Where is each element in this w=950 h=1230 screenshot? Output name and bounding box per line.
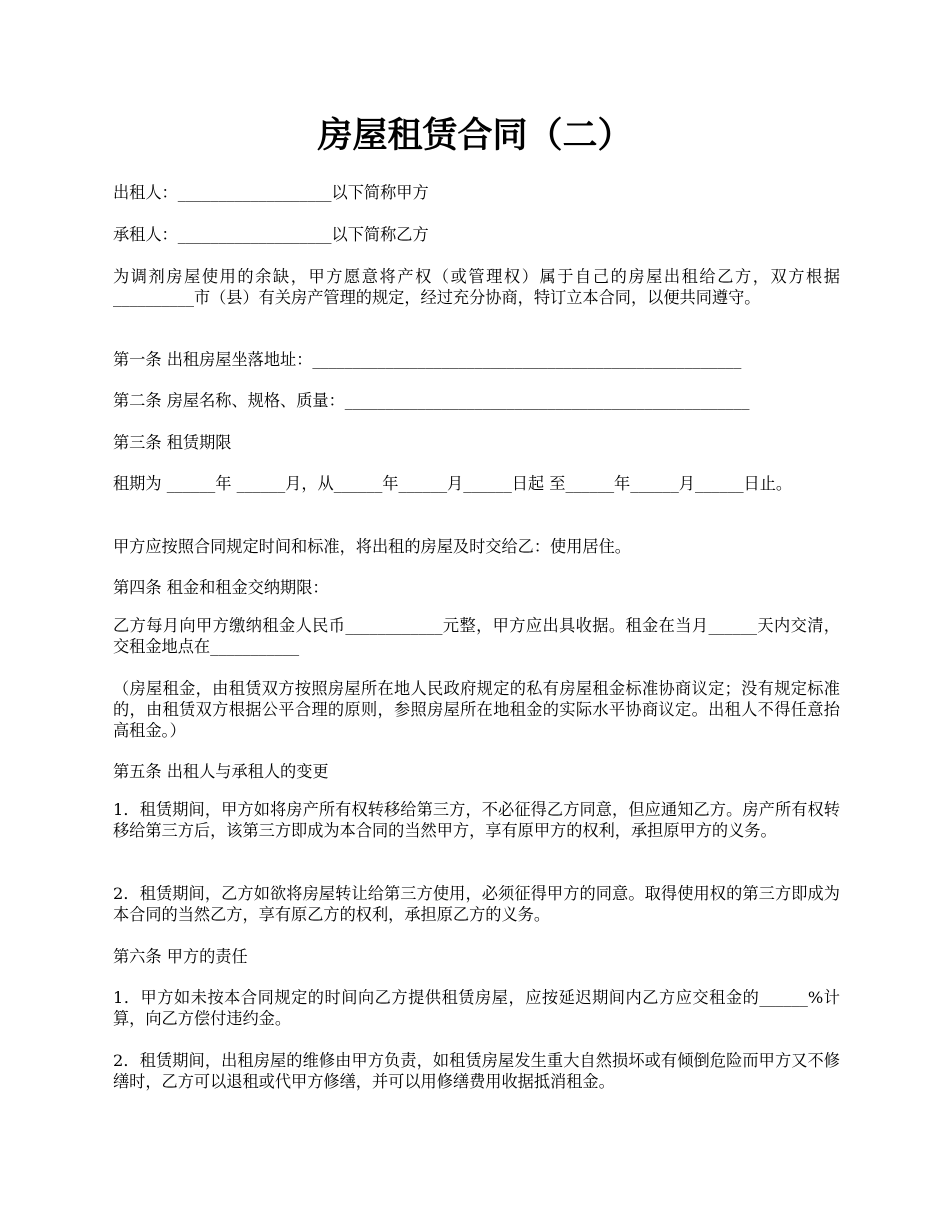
lessee-line: 承租人：___________________以下简称乙方 [113,225,429,244]
article-5-heading: 第五条 出租人与承租人的变更 [113,762,329,781]
article-2-property-spec: 第二条 房屋名称、规格、质量：__________________________________________________ [113,391,750,410]
rent-payment-paragraph: 乙方每月向甲方缴纳租金人民币____________元整，甲方应出具收据。租金在当月______天内交清，交租金地点在___________ [113,616,840,656]
article-1-address: 第一条 出租房屋坐落地址：_____________________________________________________ [113,350,742,369]
document-title: 房屋租赁合同（二） [317,115,633,156]
article-4-heading: 第四条 租金和租金交纳期限： [113,578,329,597]
delivery-paragraph: 甲方应按照合同规定时间和标准，将出租的房屋及时交给乙：使用居住。 [113,537,631,556]
rent-note-paragraph: （房屋租金，由租赁双方按照房屋所在地人民政府规定的私有房屋租金标准协商议定；没有规定标准的，由租赁双方根据公平合理的原则，参照房屋所在地租金的实际水平协商议定。出租人不得任意抬高租金。） [113,679,840,740]
article-6-clause-2: 2．租赁期间，出租房屋的维修由甲方负责，如租赁房屋发生重大自然损坏或有倾倒危险而甲方又不修缮时，乙方可以退租或代甲方修缮，并可以用修缮费用收据抵消租金。 [113,1051,840,1091]
article-6-clause-1: 1．甲方如未按本合同规定的时间向乙方提供租赁房屋，应按延迟期间内乙方应交租金的______%计算，向乙方偿付违约金。 [113,988,840,1028]
article-3-heading: 第三条 租赁期限 [113,433,232,452]
article-6-heading: 第六条 甲方的责任 [113,947,248,966]
lease-term-paragraph: 租期为 ______年 ______月，从______年______月______日起 至______年______月______日止。 [113,474,793,493]
preamble-paragraph: 为调剂房屋使用的余缺，甲方愿意将产权（或管理权）属于自己的房屋出租给乙方，双方根据__________市（县）有关房产管理的规定，经过充分协商，特订立本合同，以便共同遵守。 [113,267,840,307]
article-5-clause-2: 2．租赁期间，乙方如欲将房屋转让给第三方使用，必须征得甲方的同意。取得使用权的第三方即成为本合同的当然乙方，享有原乙方的权利，承担原乙方的义务。 [113,884,840,924]
article-5-clause-1: 1．租赁期间，甲方如将房产所有权转移给第三方，不必征得乙方同意，但应通知乙方。房产所有权转移给第三方后，该第三方即成为本合同的当然甲方，享有原甲方的权利，承担原甲方的义务。 [113,800,840,840]
lessor-line: 出租人：___________________以下简称甲方 [113,183,429,202]
